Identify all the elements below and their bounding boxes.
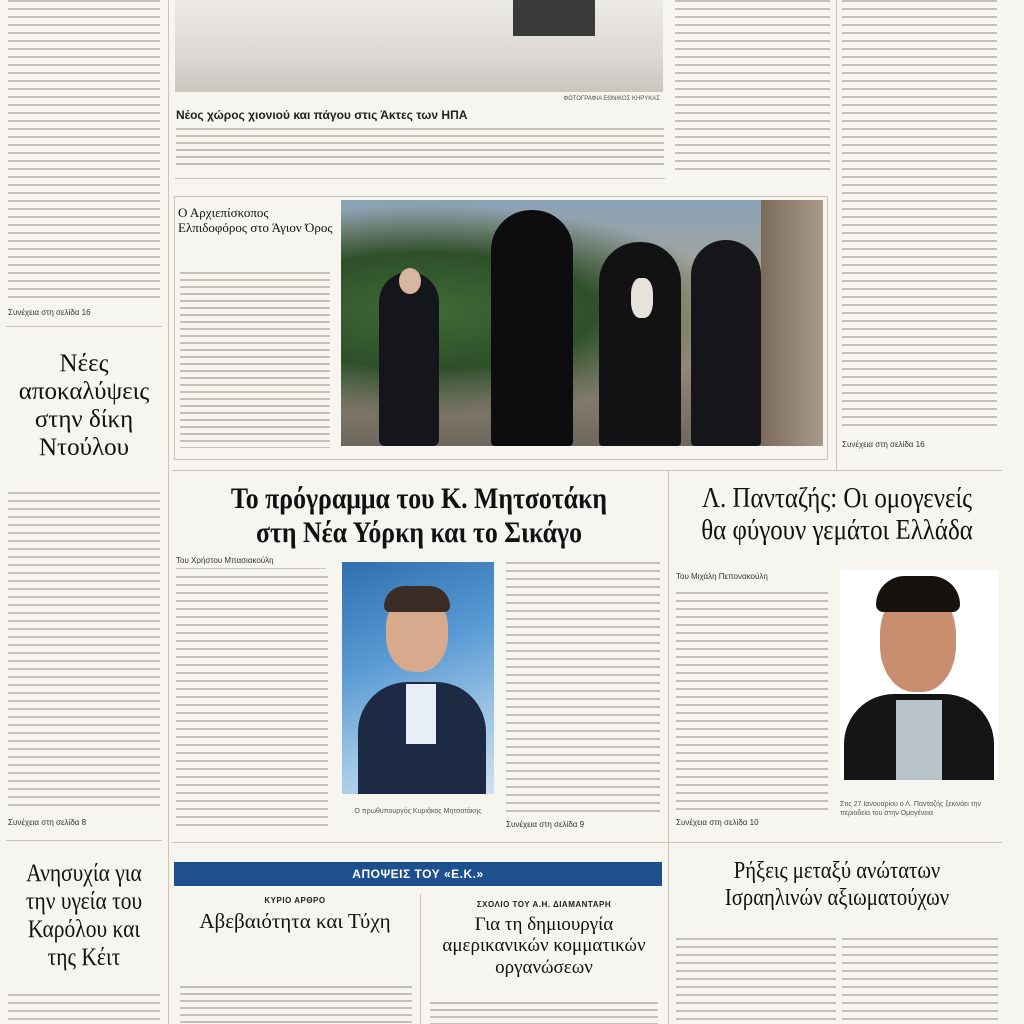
left-rule-2 (6, 840, 162, 841)
israel-headline[interactable]: Ρήξεις μεταξύ ανώτατων Ισραηλινών αξιωματούχων (724, 858, 950, 911)
pm-byline: Του Χρήστου Μπασιακούλη (176, 556, 274, 565)
top-story-photo[interactable] (175, 0, 663, 92)
top-story-caption-text (176, 128, 664, 168)
charles-body-text (8, 994, 160, 1024)
pantazis-photo-caption: Στις 27 Ιανουαρίου ο Λ. Πανταζής ξεκινάει την περιοδεία του στην Ομογένεια (840, 801, 981, 818)
row-rule-3 (172, 842, 1002, 843)
pm-photo-shirt (406, 684, 436, 744)
pantazis-headline[interactable]: Λ. Πανταζής: Οι ομογενείς θα φύγουν γεμάτοι Ελλάδα (701, 482, 973, 547)
top-right-column-2 (842, 0, 997, 430)
pm-photo[interactable] (342, 562, 494, 794)
pm-byline-rule (176, 568, 326, 569)
column-rule-right (836, 0, 837, 470)
editorial-title[interactable]: Αβεβαιότητα και Τύχη (199, 909, 391, 933)
figure-archbishop (491, 210, 573, 446)
row-rule-2 (172, 470, 1002, 471)
column-text (430, 1002, 658, 1024)
top-story-caption-title[interactable]: Νέος χώρος χιονιού και πάγου στις Άκτες των ΗΠΑ (176, 108, 468, 122)
row-rule-1 (175, 178, 665, 179)
column-kicker: ΣΧΟΛΙΟ ΤΟΥ Α.Η. ΔΙΑΜΑΝΤΑΡΗ (476, 900, 612, 909)
figure-monk-1-beard (631, 278, 653, 318)
opinions-rule (420, 894, 421, 1024)
archbishop-title[interactable]: Ο Αρχιεπίσκοπος Ελπιδοφόρος στο Άγιον Όρος (178, 205, 333, 235)
pantazis-byline: Του Μιχάλη Πεπονακούλη (676, 572, 768, 581)
pantazis-photo-hair (876, 576, 960, 612)
photo-tree (761, 200, 823, 446)
pm-photo-caption: Ο πρωθυπουργός Κυριάκος Μητσοτάκης (354, 808, 482, 815)
editorial-kicker: ΚΥΡΙΟ ΑΡΘΡΟ (264, 896, 326, 905)
pm-photo-hair (384, 586, 450, 612)
figure-monk-2 (691, 240, 761, 446)
charles-headline[interactable]: Ανησυχία για την υγεία του Καρόλου και της Κέιτ (25, 860, 143, 971)
israel-text-col-1 (676, 938, 836, 1024)
pantazis-continue: Συνέχεια στη σελίδα 10 (676, 818, 759, 827)
pm-text-col-2 (506, 562, 660, 816)
top-right-column-1 (675, 0, 830, 172)
photo-sign-post (513, 0, 595, 36)
figure-suit-face (399, 268, 421, 294)
pantazis-text (676, 592, 828, 812)
archbishop-text (180, 272, 330, 448)
duolos-headline[interactable]: Νέες αποκαλύψεις στην δίκη Ντούλου (18, 350, 150, 461)
archbishop-photo[interactable] (341, 200, 823, 446)
column-title[interactable]: Για τη δημιουργία αμερικανικών κομματικών οργανώσεων (442, 914, 646, 978)
pm-continue: Συνέχεια στη σελίδα 9 (506, 820, 585, 829)
left-top-body-text (8, 0, 160, 300)
duolos-continue: Συνέχεια στη σελίδα 8 (8, 818, 87, 827)
column-rule-left (168, 0, 169, 1024)
figure-monk-1 (599, 242, 681, 446)
pm-text-col-1 (176, 576, 328, 830)
left-top-continue: Συνέχεια στη σελίδα 16 (8, 308, 91, 317)
left-rule-1 (6, 326, 162, 327)
israel-text-col-2 (842, 938, 998, 1024)
opinions-banner[interactable]: ΑΠΟΨΕΙΣ ΤΟΥ «Ε.Κ.» (174, 862, 662, 886)
archbishop-continue: Συνέχεια στη σελίδα 16 (842, 440, 925, 449)
editorial-text (180, 986, 412, 1024)
pantazis-photo[interactable] (840, 570, 998, 780)
pantazis-photo-shirt (896, 700, 942, 780)
duolos-body-text (8, 492, 160, 810)
figure-suit-man (379, 272, 439, 446)
top-story-photo-credit: ΦΩΤΟΓΡΑΦΙΑ ΕΘΝΙΚΟΣ ΚΗΡΥΚΑΣ (563, 96, 660, 102)
column-rule-mid (668, 470, 669, 1024)
pm-headline[interactable]: Το πρόγραμμα του Κ. Μητσοτάκη στη Νέα Υόρκη και το Σικάγο (230, 482, 608, 549)
